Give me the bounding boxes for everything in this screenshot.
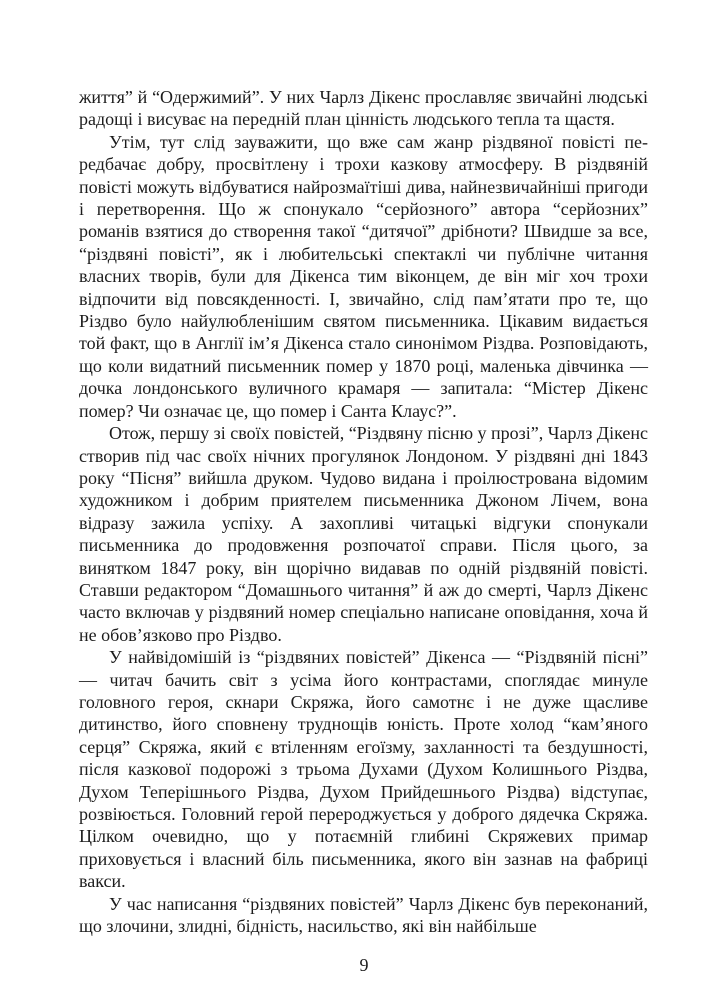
text-body: [79, 86, 648, 937]
paragraph: Отож, першу зі своїх повістей, “Різдвяну пісню у прозі”, Чарлз Дікенс створив під час своїх нічних прогулянок Лондоном. У різдвяні дні 1843 року “Пісня” вийшла друком. Чудово видана і проілюстрована відомим художником і добрим приятелем письменника Джоном Лічем, вона відразу зажила успіху. А захопливі читацькі відгуки спонукали письменника до продовження розпочатої справи. Після цього, за винятком 1847 року, він щорічно видавав по одній різдвяній повісті. Ставши редактором “Домашнього читання” й аж до смерті, Чарлз Дікенс часто включав у різдвяний номер спеціально написане оповідання, хоча й не обов’язково про Різдво.: [79, 423, 648, 645]
paragraph: У найвідомішій із “різдвяних повістей” Дікенса — “Різдвяній пісні” — читач бачить світ з усіма його контрастами, споглядає минуле головного героя, скнари Скряжа, його самотнє і не дуже щасливе дитинство, його сповнену труднощів юність. Проте холод “кам’яного серця” Скряжа, який є втіленням егоїзму, захланності та бездушності, після казкової подорожі з трьома Духами (Духом Колишнього Різдва, Духом Теперішнього Різдва, Духом Прийдешнього Різдва) відступає, розвіюється. Головний герой перероджується у доброго дядечка Скряжа. Цілком очевидно, що у потаємній глибині Скряжевих примар приховується і власний біль письменника, якого він зазнав на фабриці вакси.: [79, 647, 648, 892]
paragraph: Утім, тут слід зауважити, що вже сам жанр різдвяної повісті передбачає добру, просвітлену і трохи казкову атмосферу. В різдвяній повісті можуть відбуватися найрозмаїтіші дива, найнезвичайніші пригоди і перетворення. Що ж спонукало “серйозного” автора “серйозних” романів взятися до створення такої “дитячої” дрібноти? Швидше за все, “різдвяні повісті”, як і любительські спектаклі чи публічне читання власних творів, були для Дікенса тим віконцем, де він міг хоч трохи відпочити від повсякденності. І, звичайно, слід пам’ятати про те, що Різдво було найулюбленішим святом письменника. Цікавим видається той факт, що в Англії ім’я Дікенса стало синонімом Різдва. Розповідають, що коли видатний письменник помер у 1870 році, маленька дівчинка — дочка лондонського вуличного крамаря — запитала: “Містер Дікенс помер? Чи означає це, що помер і Санта Клаус?”.: [79, 131, 648, 421]
paragraph: У час написання “різдвяних повістей” Чарлз Дікенс був переконаний, що злочини, злидні, бідність, насильство, які він найбільше: [79, 893, 648, 937]
paragraph: життя” й “Одержимий”. У них Чарлз Дікенс прославляє звичайні людські радощі і висуває на передній план цінність людського тепла та щастя.: [79, 87, 648, 130]
page-number: 9: [359, 955, 369, 975]
